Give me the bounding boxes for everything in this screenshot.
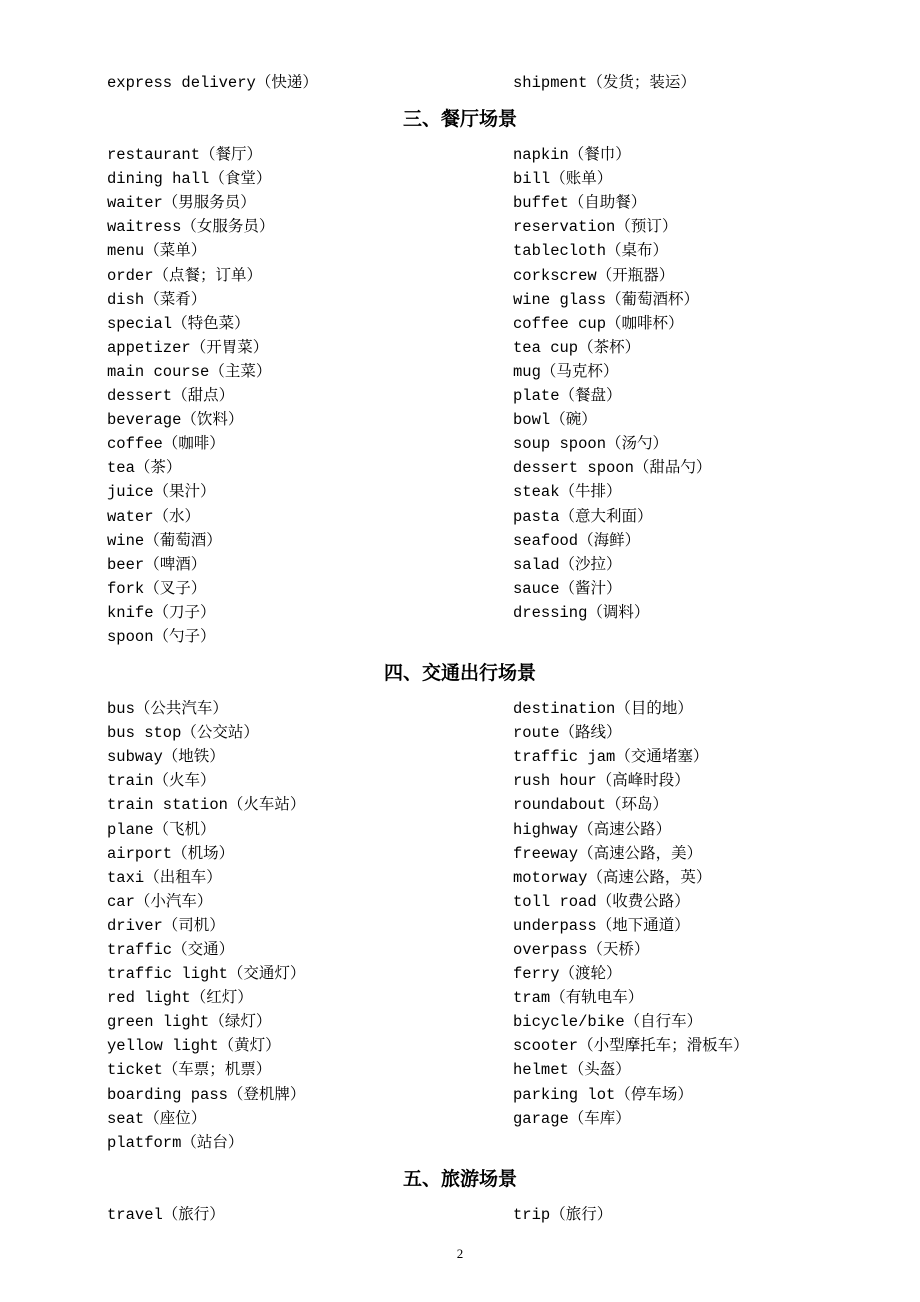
vocab-item-left: traffic light（交通灯） bbox=[107, 965, 306, 984]
vocab-item-left: train station（火车站） bbox=[107, 796, 306, 815]
vocab-item-left: beer（啤酒） bbox=[107, 555, 207, 574]
vocab-section bbox=[107, 1155, 827, 1227]
vocab-section bbox=[107, 649, 827, 1155]
vocab-item-left: fork（叉子） bbox=[107, 579, 207, 598]
vocab-item-right bbox=[513, 625, 827, 649]
vocab-item-left: water（水） bbox=[107, 507, 201, 526]
vocab-item-right: steak（牛排） bbox=[513, 483, 622, 502]
vocab-item-right: rush hour（高峰时段） bbox=[513, 772, 690, 791]
vocab-item-right: destination（目的地） bbox=[513, 700, 693, 719]
vocab-item-right: plate（餐盘） bbox=[513, 387, 622, 406]
vocab-item-left: restaurant（餐厅） bbox=[107, 146, 263, 165]
vocab-item-left: bus stop（公交站） bbox=[107, 724, 259, 743]
vocab-item-left: bus（公共汽车） bbox=[107, 700, 228, 719]
vocab-section bbox=[107, 95, 827, 649]
vocab-item-right: route（路线） bbox=[513, 724, 622, 743]
vocab-item-right: dressing（调料） bbox=[513, 603, 650, 622]
vocab-item-right: coffee cup（咖啡杯） bbox=[513, 314, 684, 333]
vocab-list bbox=[107, 143, 827, 649]
vocab-item-left: coffee（咖啡） bbox=[107, 435, 225, 454]
vocab-section bbox=[107, 71, 827, 95]
vocab-item-right: overpass（天桥） bbox=[513, 941, 650, 959]
vocab-item-right: motorway（高速公路，英） bbox=[513, 868, 712, 887]
vocab-item-right bbox=[513, 1131, 827, 1155]
vocabulary-document bbox=[107, 71, 827, 1227]
vocab-item-left: dining hall（食堂） bbox=[107, 170, 272, 189]
vocab-item-left: express delivery（快递） bbox=[107, 74, 318, 92]
vocab-item-left: appetizer（开胃菜） bbox=[107, 338, 269, 357]
vocab-item-right: parking lot（停车场） bbox=[513, 1085, 693, 1104]
vocab-item-right: freeway（高速公路，美） bbox=[513, 844, 703, 863]
section-heading: 五、旅游场景 bbox=[402, 1167, 517, 1190]
vocab-item-left: taxi（出租车） bbox=[107, 868, 222, 887]
vocab-item-left: special（特色菜） bbox=[107, 314, 250, 333]
vocab-item-right: toll road（收费公路） bbox=[513, 892, 690, 911]
vocab-item-left: dish（菜肴） bbox=[107, 290, 207, 309]
vocab-item-right: wine glass（葡萄酒杯） bbox=[513, 290, 700, 309]
vocab-item-right: reservation（预订） bbox=[513, 218, 678, 237]
vocab-item-left: juice（果汁） bbox=[107, 483, 216, 502]
vocab-item-right: sauce（酱汁） bbox=[513, 579, 622, 598]
vocab-item-left: main course（主菜） bbox=[107, 362, 272, 381]
vocab-item-right: shipment（发货；装运） bbox=[513, 74, 696, 92]
vocab-item-left: airport（机场） bbox=[107, 844, 235, 863]
vocab-item-left: waiter（男服务员） bbox=[107, 194, 256, 213]
vocab-list bbox=[107, 1203, 827, 1227]
vocab-item-right: corkscrew（开瓶器） bbox=[513, 266, 675, 285]
vocab-item-right: roundabout（环岛） bbox=[513, 796, 669, 815]
vocab-item-right: highway（高速公路） bbox=[513, 820, 672, 839]
vocab-item-left: waitress（女服务员） bbox=[107, 218, 275, 237]
vocab-item-left: tea（茶） bbox=[107, 459, 182, 478]
section-heading: 四、交通出行场景 bbox=[383, 662, 536, 685]
vocab-item-left: driver（司机） bbox=[107, 916, 225, 935]
vocab-item-right: trip（旅行） bbox=[513, 1205, 613, 1224]
vocab-item-right: underpass（地下通道） bbox=[513, 916, 690, 935]
vocab-item-right: napkin（餐巾） bbox=[513, 146, 631, 165]
vocab-item-left: car（小汽车） bbox=[107, 892, 213, 911]
vocab-item-right: scooter（小型摩托车；滑板车） bbox=[513, 1037, 749, 1056]
vocab-item-right: traffic jam（交通堵塞） bbox=[513, 748, 709, 767]
vocab-item-left: beverage（饮料） bbox=[107, 411, 244, 430]
vocab-item-right: tablecloth（桌布） bbox=[513, 242, 669, 261]
vocab-item-right: salad（沙拉） bbox=[513, 555, 622, 574]
vocab-item-right: pasta（意大利面） bbox=[513, 507, 653, 526]
vocab-item-right: helmet（头盔） bbox=[513, 1061, 631, 1080]
vocab-item-right: buffet（自助餐） bbox=[513, 194, 647, 213]
vocab-list bbox=[107, 697, 827, 1155]
vocab-item-left: yellow light（黄灯） bbox=[107, 1037, 281, 1056]
vocab-item-left: menu（菜单） bbox=[107, 242, 207, 261]
vocab-item-right: tea cup（茶杯） bbox=[513, 338, 641, 357]
vocab-item-left: spoon（勺子） bbox=[107, 627, 216, 646]
vocab-item-left: wine（葡萄酒） bbox=[107, 531, 222, 550]
vocab-item-left: ticket（车票；机票） bbox=[107, 1061, 272, 1080]
vocab-item-right: ferry（渡轮） bbox=[513, 965, 622, 984]
vocab-item-left: green light（绿灯） bbox=[107, 1013, 272, 1032]
vocab-item-left: travel（旅行） bbox=[107, 1205, 225, 1224]
vocab-list bbox=[107, 71, 827, 95]
vocab-item-right: bicycle/bike（自行车） bbox=[513, 1013, 703, 1032]
vocab-item-left: order（点餐；订单） bbox=[107, 266, 263, 285]
vocab-item-left: dessert（甜点） bbox=[107, 387, 235, 406]
vocab-item-right: dessert spoon（甜品勺） bbox=[513, 459, 712, 478]
vocab-item-right: bowl（碗） bbox=[513, 411, 597, 430]
vocab-item-right: tram（有轨电车） bbox=[513, 989, 644, 1008]
vocab-item-left: platform（站台） bbox=[107, 1133, 244, 1152]
vocab-item-right: mug（马克杯） bbox=[513, 362, 619, 381]
vocab-item-left: train（火车） bbox=[107, 772, 216, 791]
section-heading: 三、餐厅场景 bbox=[402, 108, 517, 131]
vocab-item-right: seafood（海鲜） bbox=[513, 531, 641, 550]
vocab-item-left: subway（地铁） bbox=[107, 748, 225, 767]
vocab-item-right: bill（账单） bbox=[513, 170, 613, 189]
vocab-item-left: traffic（交通） bbox=[107, 941, 235, 959]
vocab-item-right: soup spoon（汤勺） bbox=[513, 435, 669, 454]
page-number: 2 bbox=[456, 1246, 464, 1261]
vocab-item-left: boarding pass（登机牌） bbox=[107, 1085, 306, 1104]
vocab-item-left: seat（座位） bbox=[107, 1109, 207, 1128]
vocab-item-left: plane（飞机） bbox=[107, 820, 216, 839]
vocab-item-right: garage（车库） bbox=[513, 1109, 631, 1128]
vocab-item-left: knife（刀子） bbox=[107, 603, 216, 622]
vocab-item-left: red light（红灯） bbox=[107, 989, 253, 1008]
